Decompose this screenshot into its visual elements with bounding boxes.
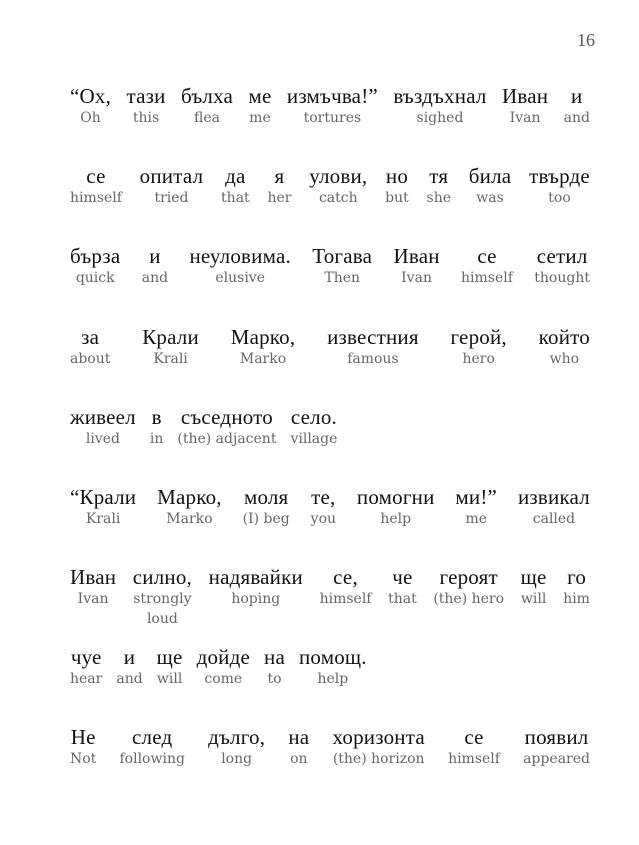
text-line xyxy=(70,84,590,128)
word-pair xyxy=(448,725,500,769)
english-gloss: hoping xyxy=(231,591,281,607)
word-pair xyxy=(70,244,120,288)
english-gloss: Ivan xyxy=(401,270,432,286)
english-gloss: that xyxy=(388,591,417,607)
text-line xyxy=(70,565,590,629)
bulgarian-word: надявайки xyxy=(208,565,303,589)
word-pair xyxy=(433,565,504,609)
english-gloss: himself xyxy=(319,591,372,607)
english-gloss: in xyxy=(149,431,164,447)
word-pair xyxy=(290,405,337,449)
english-gloss: her xyxy=(267,190,292,206)
bulgarian-word: но xyxy=(385,164,409,188)
text-line xyxy=(70,244,590,288)
word-pair xyxy=(393,84,486,128)
word-pair xyxy=(177,405,276,449)
english-gloss: Then xyxy=(324,270,361,286)
bulgarian-word: “Ох, xyxy=(70,84,112,108)
english-gloss: village xyxy=(290,431,338,447)
bulgarian-word: Не xyxy=(70,725,96,749)
word-pair xyxy=(248,84,271,128)
word-pair xyxy=(70,565,116,609)
english-gloss: but xyxy=(385,190,409,206)
word-pair xyxy=(70,84,111,128)
english-gloss: elusive xyxy=(215,270,265,286)
english-gloss: was xyxy=(476,190,504,206)
bulgarian-word: била xyxy=(468,164,512,188)
bulgarian-word: да xyxy=(225,164,246,188)
english-gloss: famous xyxy=(347,351,399,367)
text-line xyxy=(70,164,590,208)
english-gloss: (the) adjacent xyxy=(177,431,277,447)
word-pair xyxy=(221,164,250,208)
bulgarian-word: след xyxy=(132,725,173,749)
bulgarian-word: се xyxy=(86,164,106,188)
word-pair xyxy=(264,645,285,689)
bulgarian-word: известния xyxy=(327,325,419,349)
bulgarian-word: появил xyxy=(524,725,589,749)
word-pair xyxy=(311,485,336,529)
bulgarian-word: неуловима. xyxy=(189,244,291,268)
english-gloss: Ivan xyxy=(509,110,541,126)
text-line xyxy=(70,405,590,449)
bulgarian-word: хоризонта xyxy=(332,725,425,749)
english-gloss: following xyxy=(119,751,185,767)
word-pair xyxy=(70,485,136,529)
bulgarian-word: те, xyxy=(311,485,336,509)
word-pair xyxy=(70,164,122,208)
bulgarian-word: бълха xyxy=(180,84,234,108)
word-pair xyxy=(385,164,409,208)
english-gloss: hero xyxy=(462,351,495,367)
word-pair xyxy=(70,645,102,689)
bulgarian-word: че xyxy=(392,565,413,589)
english-gloss: himself xyxy=(448,751,500,767)
bulgarian-word: Марко, xyxy=(157,485,222,509)
page-number: 16 xyxy=(577,30,595,50)
bulgarian-word: я xyxy=(274,164,285,188)
bulgarian-word: улови, xyxy=(309,164,368,188)
english-gloss: will xyxy=(156,671,183,687)
bulgarian-word: ще xyxy=(520,565,547,589)
bulgarian-word: помогни xyxy=(356,485,435,509)
bulgarian-word: силно, xyxy=(132,565,193,589)
bulgarian-word: героят xyxy=(439,565,498,589)
english-gloss: Marko xyxy=(166,511,213,527)
word-pair xyxy=(299,645,367,689)
english-gloss: (the) hero xyxy=(433,591,505,607)
word-pair xyxy=(388,565,417,609)
bulgarian-word: който xyxy=(538,325,590,349)
bulgarian-word: в xyxy=(151,405,162,429)
english-gloss: me xyxy=(249,110,271,126)
bulgarian-word: твърде xyxy=(529,164,590,188)
bulgarian-word: опитал xyxy=(139,164,204,188)
english-gloss: on xyxy=(290,751,308,767)
english-gloss: catch xyxy=(318,190,358,206)
bulgarian-word: на xyxy=(264,645,285,669)
bulgarian-word: тя xyxy=(429,164,449,188)
bulgarian-word: чуе xyxy=(70,645,102,669)
bulgarian-word: ме xyxy=(248,84,272,108)
english-gloss: tried xyxy=(154,190,189,206)
bulgarian-word: и xyxy=(123,645,136,669)
english-gloss: strongly xyxy=(133,591,192,607)
english-gloss: and xyxy=(116,671,143,687)
english-gloss: and xyxy=(141,270,169,286)
word-pair xyxy=(181,84,233,128)
text-line xyxy=(70,725,590,769)
bulgarian-word: помощ. xyxy=(298,645,367,669)
english-gloss: lived xyxy=(85,431,120,447)
word-pair xyxy=(534,244,590,288)
english-gloss: himself xyxy=(461,270,513,286)
word-pair xyxy=(157,645,183,689)
word-pair xyxy=(357,485,435,529)
word-pair xyxy=(157,485,222,529)
bulgarian-word: ще xyxy=(156,645,183,669)
english-gloss: and xyxy=(563,110,590,126)
word-pair xyxy=(288,725,309,769)
bulgarian-word: и xyxy=(149,244,161,268)
english-gloss: this xyxy=(132,110,160,126)
bulgarian-word: извикал xyxy=(517,485,590,509)
word-pair xyxy=(208,725,265,769)
word-pair xyxy=(287,84,378,128)
bulgarian-word: Иван xyxy=(393,244,440,268)
word-pair xyxy=(327,325,419,369)
bulgarian-word: дълго, xyxy=(208,725,266,749)
bulgarian-word: на xyxy=(288,725,310,749)
bulgarian-word: бърза xyxy=(70,244,121,268)
bulgarian-word: сетил xyxy=(536,244,588,268)
bulgarian-word: съседното xyxy=(180,405,273,429)
bulgarian-word: “Крали xyxy=(70,485,137,509)
english-gloss: tortures xyxy=(303,110,362,126)
english-gloss: appeared xyxy=(523,751,590,767)
english-gloss: too xyxy=(548,190,571,206)
english-gloss: him xyxy=(563,591,590,607)
word-pair xyxy=(529,164,590,208)
word-pair xyxy=(243,485,290,529)
bulgarian-word: герой, xyxy=(450,325,507,349)
text-line xyxy=(70,325,590,369)
english-gloss: (the) horizon xyxy=(332,751,425,767)
english-gloss: himself xyxy=(70,190,122,206)
word-pair xyxy=(142,244,168,288)
bulgarian-word: за xyxy=(81,325,100,349)
bulgarian-word: и xyxy=(571,84,583,108)
bulgarian-word: моля xyxy=(243,485,289,509)
word-pair xyxy=(461,244,513,288)
word-pair xyxy=(116,645,142,689)
english-gloss: come xyxy=(204,671,243,687)
bulgarian-word: дойде xyxy=(196,645,251,669)
english-gloss: Not xyxy=(70,751,97,767)
bulgarian-word: се xyxy=(464,725,484,749)
word-pair xyxy=(427,164,452,208)
word-pair xyxy=(564,84,590,128)
word-pair xyxy=(142,325,199,369)
bulgarian-word: го xyxy=(567,565,587,589)
word-pair xyxy=(140,164,204,208)
english-gloss: Krali xyxy=(85,511,121,527)
bulgarian-word: Тогава xyxy=(312,244,373,268)
english-gloss: quick xyxy=(75,270,115,286)
bulgarian-word: Крали xyxy=(142,325,199,349)
word-pair xyxy=(451,325,507,369)
word-pair xyxy=(320,565,372,609)
word-pair xyxy=(539,325,590,369)
bulgarian-word: се xyxy=(477,244,497,268)
word-pair xyxy=(197,645,250,689)
text-line xyxy=(70,645,590,689)
english-gloss: Ivan xyxy=(77,591,109,607)
bulgarian-word: Марко, xyxy=(230,325,296,349)
english-gloss: she xyxy=(426,190,452,206)
word-pair xyxy=(70,405,136,449)
bulgarian-word: живеел xyxy=(70,405,136,429)
bulgarian-word: се, xyxy=(333,565,358,589)
english-gloss-alt: loud xyxy=(146,611,178,627)
word-pair xyxy=(267,164,291,208)
english-gloss: Oh xyxy=(80,110,101,126)
text-line xyxy=(70,485,590,529)
english-gloss: sighed xyxy=(416,110,464,126)
word-pair xyxy=(563,565,590,609)
word-pair xyxy=(150,405,164,449)
bulgarian-word: Иван xyxy=(502,84,549,108)
bulgarian-word: измъчва!” xyxy=(286,84,378,108)
english-gloss: who xyxy=(549,351,580,367)
word-pair xyxy=(469,164,512,208)
word-pair xyxy=(502,84,548,128)
word-pair xyxy=(70,325,110,369)
word-pair xyxy=(231,325,296,369)
word-pair xyxy=(455,485,497,529)
english-gloss: Krali xyxy=(153,351,188,367)
english-gloss: that xyxy=(221,190,250,206)
english-gloss: thought xyxy=(534,270,590,286)
bulgarian-word: Иван xyxy=(70,565,117,589)
english-gloss: will xyxy=(520,591,547,607)
word-pair xyxy=(133,565,192,629)
word-pair xyxy=(523,725,590,769)
word-pair xyxy=(189,244,290,288)
english-gloss: about xyxy=(70,351,111,367)
word-pair xyxy=(332,725,424,769)
word-pair xyxy=(119,725,184,769)
word-pair xyxy=(518,485,590,529)
english-gloss: help xyxy=(380,511,412,527)
word-pair xyxy=(126,84,165,128)
english-gloss: to xyxy=(267,671,282,687)
english-gloss: you xyxy=(310,511,337,527)
word-pair xyxy=(312,244,372,288)
bulgarian-word: ми!” xyxy=(455,485,498,509)
english-gloss: me xyxy=(465,511,488,527)
english-gloss: help xyxy=(317,671,349,687)
english-gloss: hear xyxy=(70,671,103,687)
english-gloss: Marko xyxy=(239,351,287,367)
english-gloss: flea xyxy=(194,110,220,126)
english-gloss: called xyxy=(532,511,576,527)
english-gloss: (I) beg xyxy=(242,511,290,527)
bulgarian-word: село. xyxy=(290,405,337,429)
word-pair xyxy=(209,565,303,609)
word-pair xyxy=(70,725,96,769)
bulgarian-word: въздъхнал xyxy=(393,84,487,108)
word-pair xyxy=(309,164,367,208)
word-pair xyxy=(521,565,547,609)
english-gloss: long xyxy=(221,751,253,767)
word-pair xyxy=(393,244,439,288)
bulgarian-word: тази xyxy=(126,84,166,108)
